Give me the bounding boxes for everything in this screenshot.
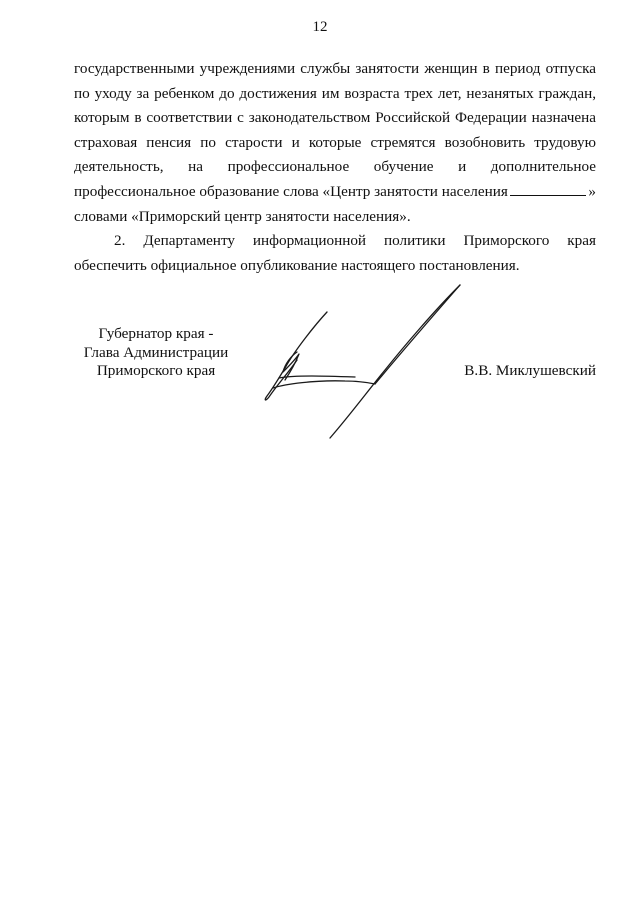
paragraph2-line-2: обеспечить официальное опубликование настоящего постановления. [74,256,520,274]
paragraph1-line-6 [74,180,596,205]
handwritten-signature [255,280,475,445]
signatory-title-line-3: Приморского края [96,362,216,379]
signature-stroke-6 [279,376,355,378]
signature-stroke-4 [375,285,460,384]
paragraph1-line-6-text: профессиональное образование слова «Центр занятости населения [74,182,508,200]
page-number: 12 [312,19,328,35]
signatory-title-line-2: Глава Администрации [83,343,229,361]
paragraph1-line-1: государственными учреждениями службы занятости женщин в период отпуска [74,60,596,77]
paragraph1-line-3: которым в соответствии с законодательством Российской Федерации назначена [74,109,596,127]
signatory-title-line-1: Губернатор края - [98,325,214,342]
paragraph1-line-4: страховая пенсия по старости и которые стремятся возобновить трудовую [74,133,596,151]
paragraph2-line-1: 2. Департаменту информационной политики Приморского края [114,232,596,250]
paragraph1-line-7: словами «Приморский центр занятости населения». [74,207,411,225]
signer-name: В.В. Миклушевский [464,362,596,379]
paragraph1-line-5: деятельность, на профессиональное обучение и дополнительное [74,158,596,176]
fill-in-blank [510,194,586,196]
closing-quote: » [588,182,596,200]
paragraph1-line-2: по уходу за ребенком до достижения им возраста трех лет, незанятых граждан, [74,84,596,102]
signatory-title [76,325,236,381]
signature-stroke-3 [273,381,375,388]
paragraph1-line-6-end [508,180,596,205]
signature-stroke-1 [265,312,327,400]
document-body [74,57,596,278]
